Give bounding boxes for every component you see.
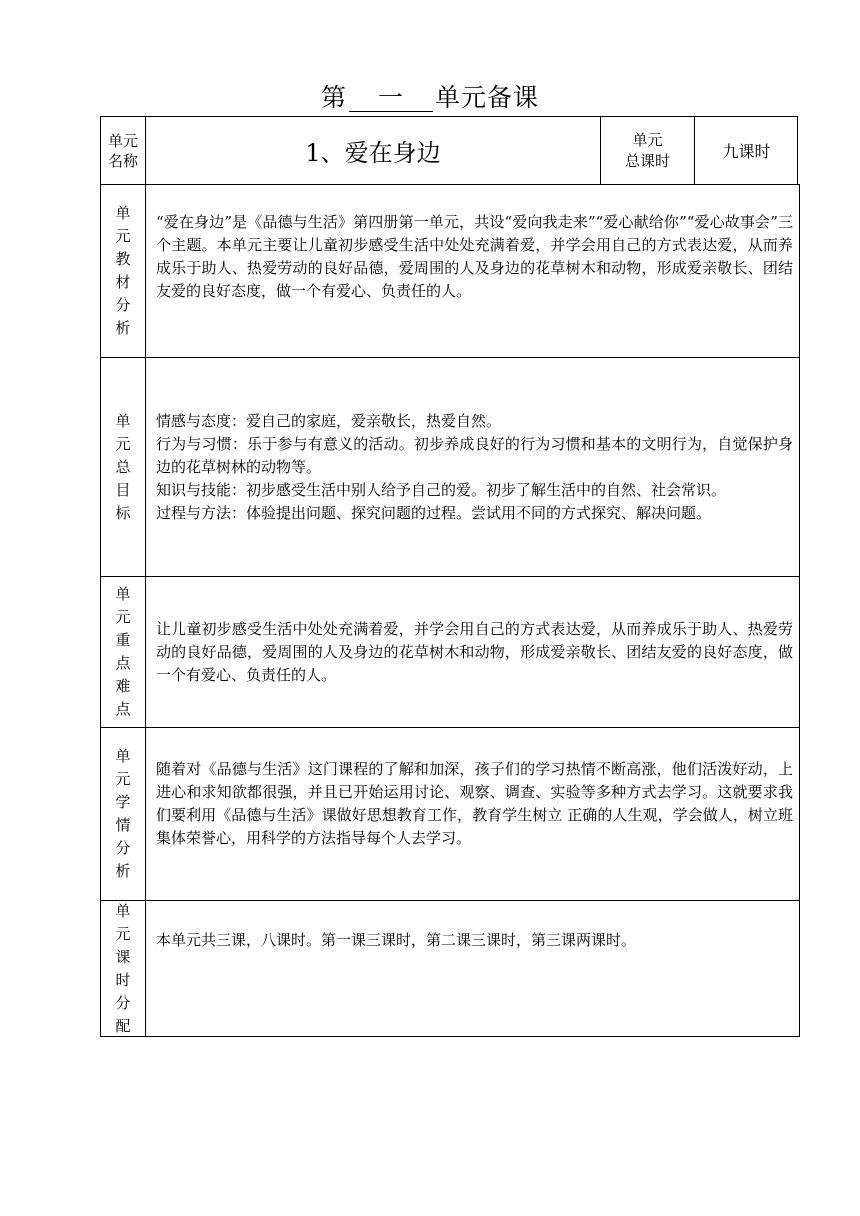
unit-name-value: 1、爱在身边 <box>305 139 441 167</box>
total-hours-value: 九课时 <box>722 142 771 161</box>
key-points-text: 让儿童初步感受生活中处处充满着爱，并学会用自己的方式表达爱，从而养成乐于助人、热爱劳动的良好品德，爱周围的人及身边的花草树木和动物，形成爱亲敬长、团结友爱的良好态度，做一个有爱心、负责任的人。 <box>156 619 793 684</box>
section-content-learner-analysis <box>146 728 799 900</box>
section-label-key-difficult-points: 单元重点难点 <box>115 585 131 718</box>
section-content-hour-allocation <box>146 901 799 1036</box>
section-content-key-difficult-points <box>146 577 799 727</box>
section-label-hour-allocation: 单元课时分配 <box>115 901 131 1035</box>
section-label-material-analysis: 单元教材分析 <box>115 204 131 337</box>
goal-emotion-attitude: 情感与态度：爱自己的家庭，爱亲敬长，热爱自然。 <box>156 411 502 430</box>
title-suffix: 单元备课 <box>435 83 540 112</box>
total-hours-label: 单元 总课时 <box>624 130 670 170</box>
unit-name-label: 单元名称 <box>108 131 139 170</box>
section-label-learner-analysis: 单元学情分析 <box>115 747 131 880</box>
hour-allocation-text: 本单元共三课，八课时。第一课三课时，第二课三课时，第三课两课时。 <box>156 931 637 949</box>
material-analysis-text: “爱在身边”是《品德与生活》第四册第一单元，共设“爱向我走来”“爱心献给你”“爱心故事会”三个主题。本单元主要让儿童初步感受生活中处处充满着爱，并学会用自己的方式表达爱，从而养成乐于助人、热爱劳动的良好品德，爱周围的人及身边的花草树木和动物，形成爱亲敬长、团结友爱的良好态度，做一个有爱心、负责任的人。 <box>156 213 793 300</box>
goal-process-method: 过程与方法：体验提出问题、探究问题的过程。尝试用不同的方式探究、解决问题。 <box>156 503 712 522</box>
goal-knowledge-skill: 知识与技能：初步感受生活中别人给予自己的爱。初步了解生活中的自然、社会常识。 <box>156 480 727 499</box>
title-unit-number: 一 <box>349 85 433 112</box>
learner-analysis-text: 随着对《品德与生活》这门课程的了解和加深，孩子们的学习热情不断高涨，他们活泼好动，上进心和求知欲都很强，并且已开始运用讨论、观察、调查、实验等多种方式去学习。这就要求我们要利用《品德与生活》课做好思想教育工作，教育学生树立 正确的人生观，学会做人，树立班集体荣誉心，用科学的方法指导每个人去学习。 <box>156 760 793 847</box>
title-prefix: 第 <box>320 83 347 112</box>
goal-behavior-habit: 行为与习惯：乐于参与有意义的活动。初步养成良好的行为习惯和基本的文明行为，自觉保护身边的花草树林的动物等。 <box>156 434 793 476</box>
page-title <box>0 82 860 114</box>
section-label-unit-goals: 单元总目标 <box>115 411 131 522</box>
section-content-unit-goals <box>146 358 799 576</box>
section-content-material-analysis <box>146 185 799 357</box>
